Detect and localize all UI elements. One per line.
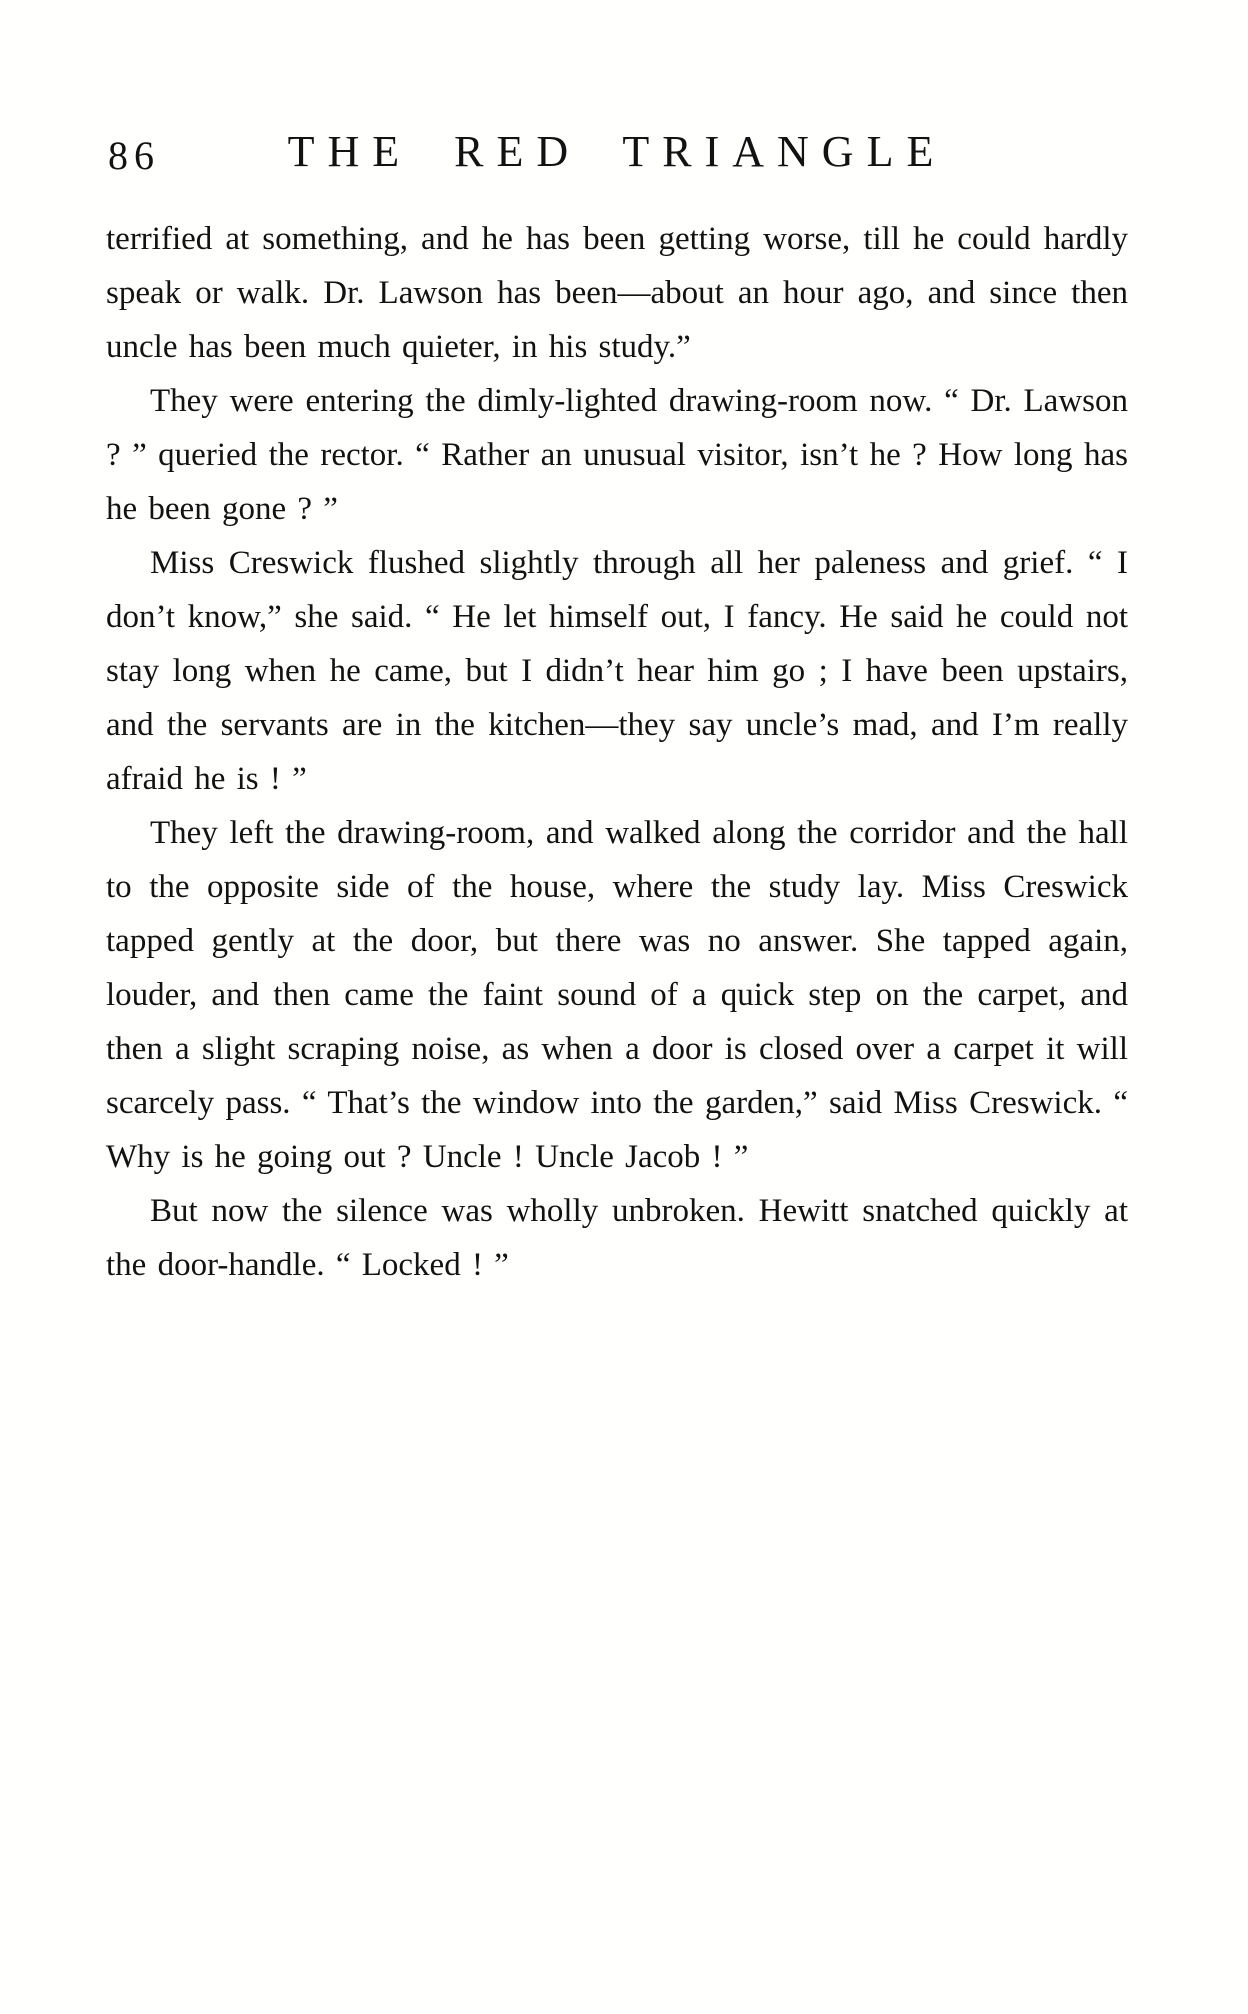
paragraph: terrified at something, and he has been getting worse, till he could hardly speak or walk. Dr. Lawson has been—about an hour ago, and since then uncle has been much quieter, in his study.” (106, 221, 1128, 365)
page-body (106, 212, 1128, 1292)
paragraph: They left the drawing-room, and walked along the corridor and the hall to the opposite side of the house, where the study lay. Miss Creswick tapped gently at the door, but there was no answer. She tapped again, louder, and then came the faint sound of a quick step on the carpet, and then a slight scraping noise, as when a door is closed over a carpet it will scarcely pass. “ That’s the window into the garden,” said Miss Creswick. “ Why is he going out ? Uncle ! Uncle Jacob ! ” (106, 815, 1128, 1175)
paragraph: Miss Creswick flushed slightly through all her paleness and grief. “ I don’t know,” she said. “ He let himself out, I fancy. He said he could not stay long when he came, but I didn’t hear him go ; I have been upstairs, and the servants are in the kitchen—they say uncle’s mad, and I’m really afraid he is ! ” (106, 545, 1128, 797)
paragraph: They were entering the dimly-lighted drawing-room now. “ Dr. Lawson ? ” queried the rector. “ Rather an unusual visitor, isn’t he ? How long has he been gone ? ” (106, 383, 1128, 527)
page-number: 86 (108, 133, 160, 178)
page-title: THE RED TRIANGLE (287, 127, 947, 176)
page-header (106, 126, 1128, 188)
paragraph: But now the silence was wholly unbroken. Hewitt snatched quickly at the door-handle. “ Locked ! ” (106, 1193, 1128, 1283)
